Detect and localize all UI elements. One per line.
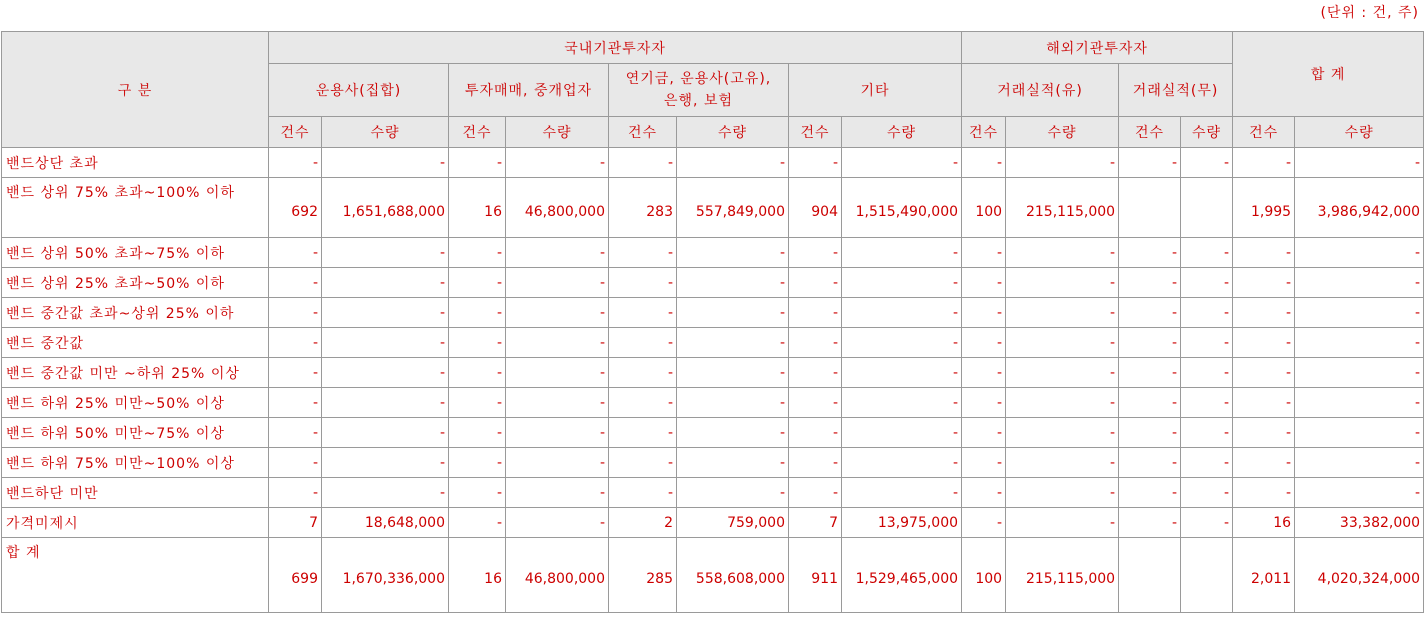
row-label: 밴드 상위 25% 초과~50% 이하 (2, 268, 269, 298)
quantity-cell: - (842, 478, 962, 508)
quantity-cell: - (677, 298, 789, 328)
header-investment-dealer: 투자매매, 중개업자 (449, 64, 609, 117)
count-cell: - (1119, 388, 1181, 418)
count-cell: - (609, 268, 677, 298)
quantity-cell: - (677, 418, 789, 448)
quantity-cell: - (1295, 388, 1424, 418)
quantity-cell: - (1295, 358, 1424, 388)
header-foreign-with-record: 거래실적(유) (962, 64, 1119, 117)
count-cell: - (269, 328, 322, 358)
allocation-table (1, 31, 1424, 613)
quantity-cell: 1,651,688,000 (322, 178, 449, 238)
count-cell: - (962, 298, 1006, 328)
quantity-cell: 4,020,324,000 (1295, 538, 1424, 613)
quantity-cell: - (677, 268, 789, 298)
count-cell: 16 (449, 178, 506, 238)
count-cell: - (269, 238, 322, 268)
row-label: 밴드 하위 50% 미만~75% 이상 (2, 418, 269, 448)
quantity-cell: - (1181, 268, 1233, 298)
quantity-cell: 1,670,336,000 (322, 538, 449, 613)
quantity-cell: - (677, 238, 789, 268)
count-cell: - (609, 328, 677, 358)
quantity-cell: - (322, 268, 449, 298)
quantity-cell: - (1006, 298, 1119, 328)
count-cell: - (789, 328, 842, 358)
quantity-cell: - (1181, 448, 1233, 478)
header-count: 건수 (789, 117, 842, 148)
quantity-cell: - (506, 448, 609, 478)
quantity-cell: 13,975,000 (842, 508, 962, 538)
count-cell: - (1233, 478, 1295, 508)
quantity-cell: - (506, 328, 609, 358)
count-cell: 1,995 (1233, 178, 1295, 238)
count-cell: - (962, 448, 1006, 478)
header-quantity: 수량 (322, 117, 449, 148)
count-cell: 16 (449, 538, 506, 613)
quantity-cell: - (1006, 148, 1119, 178)
count-cell: - (449, 148, 506, 178)
count-cell: - (269, 388, 322, 418)
count-cell: - (962, 328, 1006, 358)
count-cell: - (962, 478, 1006, 508)
count-cell: - (1233, 358, 1295, 388)
table-row (2, 268, 1424, 298)
count-cell: 16 (1233, 508, 1295, 538)
quantity-cell: - (506, 358, 609, 388)
quantity-cell: - (842, 148, 962, 178)
count-cell: - (1233, 298, 1295, 328)
header-quantity: 수량 (1181, 117, 1233, 148)
count-cell: - (449, 418, 506, 448)
count-cell: - (449, 478, 506, 508)
count-cell: - (789, 268, 842, 298)
quantity-cell: - (1006, 268, 1119, 298)
row-label: 밴드 상위 75% 초과~100% 이하 (2, 178, 269, 238)
count-cell: 285 (609, 538, 677, 613)
count-cell: - (449, 508, 506, 538)
count-cell: - (1119, 328, 1181, 358)
header-count: 건수 (269, 117, 322, 148)
quantity-cell: 46,800,000 (506, 538, 609, 613)
row-label: 합 계 (2, 538, 269, 613)
quantity-cell: - (506, 148, 609, 178)
count-cell: - (1233, 238, 1295, 268)
quantity-cell: - (677, 478, 789, 508)
table-body (2, 148, 1424, 613)
quantity-cell: - (1181, 388, 1233, 418)
quantity-cell: - (322, 388, 449, 418)
quantity-cell: - (677, 358, 789, 388)
count-cell: - (789, 298, 842, 328)
header-foreign-without-record: 거래실적(무) (1119, 64, 1233, 117)
count-cell: 283 (609, 178, 677, 238)
quantity-cell: - (1295, 448, 1424, 478)
header-domestic: 국내기관투자자 (269, 32, 962, 64)
count-cell: - (1233, 268, 1295, 298)
count-cell: - (609, 238, 677, 268)
count-cell: - (962, 508, 1006, 538)
count-cell: - (449, 298, 506, 328)
count-cell: 2 (609, 508, 677, 538)
quantity-cell: - (506, 388, 609, 418)
quantity-cell: 557,849,000 (677, 178, 789, 238)
table-row (2, 448, 1424, 478)
count-cell: - (962, 148, 1006, 178)
count-cell: - (449, 328, 506, 358)
quantity-cell: - (1006, 238, 1119, 268)
quantity-cell: - (1006, 448, 1119, 478)
count-cell: - (1233, 328, 1295, 358)
count-cell: - (1119, 448, 1181, 478)
row-label: 가격미제시 (2, 508, 269, 538)
count-cell: - (609, 418, 677, 448)
count-cell: - (609, 388, 677, 418)
header-quantity: 수량 (842, 117, 962, 148)
header-pension-bank-insurance: 연기금, 운용사(고유), 은행, 보험 (609, 64, 789, 117)
quantity-cell: - (842, 358, 962, 388)
quantity-cell: 46,800,000 (506, 178, 609, 238)
row-label: 밴드하단 미만 (2, 478, 269, 508)
quantity-cell: - (1181, 418, 1233, 448)
quantity-cell: - (677, 328, 789, 358)
count-cell: - (962, 388, 1006, 418)
header-quantity: 수량 (506, 117, 609, 148)
quantity-cell: - (842, 268, 962, 298)
count-cell: - (962, 238, 1006, 268)
quantity-cell: - (1006, 418, 1119, 448)
table-row (2, 388, 1424, 418)
quantity-cell: - (1295, 478, 1424, 508)
header-category: 구 분 (2, 32, 269, 148)
quantity-cell: - (1006, 358, 1119, 388)
header-quantity: 수량 (677, 117, 789, 148)
row-label: 밴드 상위 50% 초과~75% 이하 (2, 238, 269, 268)
count-cell: 7 (269, 508, 322, 538)
table-row (2, 418, 1424, 448)
quantity-cell: - (322, 328, 449, 358)
quantity-cell: - (322, 448, 449, 478)
count-cell: - (269, 478, 322, 508)
quantity-cell: - (1006, 328, 1119, 358)
table-row (2, 298, 1424, 328)
quantity-cell: 759,000 (677, 508, 789, 538)
count-cell: - (789, 448, 842, 478)
quantity-cell: - (1181, 298, 1233, 328)
count-cell: - (269, 358, 322, 388)
header-count: 건수 (1233, 117, 1295, 148)
quantity-cell: - (322, 478, 449, 508)
quantity-cell: - (1181, 508, 1233, 538)
header-quantity: 수량 (1006, 117, 1119, 148)
row-label: 밴드 중간값 미만 ~하위 25% 이상 (2, 358, 269, 388)
quantity-cell: 1,515,490,000 (842, 178, 962, 238)
quantity-cell: - (506, 508, 609, 538)
count-cell: 911 (789, 538, 842, 613)
count-cell: - (269, 418, 322, 448)
count-cell: - (449, 238, 506, 268)
count-cell: - (789, 478, 842, 508)
header-count: 건수 (609, 117, 677, 148)
count-cell: - (449, 268, 506, 298)
count-cell: - (609, 478, 677, 508)
header-count: 건수 (962, 117, 1006, 148)
quantity-cell: - (677, 148, 789, 178)
count-cell: - (962, 358, 1006, 388)
count-cell: 100 (962, 178, 1006, 238)
count-cell (1119, 178, 1181, 238)
quantity-cell: - (842, 448, 962, 478)
count-cell: - (269, 448, 322, 478)
quantity-cell: - (842, 418, 962, 448)
quantity-cell: - (842, 298, 962, 328)
quantity-cell: - (677, 448, 789, 478)
quantity-cell: - (1181, 328, 1233, 358)
count-cell: - (449, 388, 506, 418)
count-cell: - (1119, 148, 1181, 178)
header-total: 합 계 (1233, 32, 1424, 117)
quantity-cell (1181, 538, 1233, 613)
quantity-cell: - (506, 478, 609, 508)
count-cell: - (269, 148, 322, 178)
table-row (2, 358, 1424, 388)
quantity-cell: - (506, 298, 609, 328)
count-cell: - (962, 418, 1006, 448)
row-label: 밴드상단 초과 (2, 148, 269, 178)
count-cell: - (789, 358, 842, 388)
count-cell: - (449, 358, 506, 388)
row-label: 밴드 중간값 초과~상위 25% 이하 (2, 298, 269, 328)
quantity-cell: - (506, 418, 609, 448)
count-cell (1119, 538, 1181, 613)
header-count: 건수 (449, 117, 506, 148)
count-cell: - (269, 298, 322, 328)
quantity-cell: - (322, 238, 449, 268)
quantity-cell: - (1295, 238, 1424, 268)
quantity-cell: - (1295, 418, 1424, 448)
quantity-cell: - (1181, 148, 1233, 178)
header-quantity: 수량 (1295, 117, 1424, 148)
quantity-cell (1181, 178, 1233, 238)
count-cell: - (789, 148, 842, 178)
count-cell: 904 (789, 178, 842, 238)
quantity-cell: - (1295, 268, 1424, 298)
row-label: 밴드 하위 75% 미만~100% 이상 (2, 448, 269, 478)
quantity-cell: 3,986,942,000 (1295, 178, 1424, 238)
count-cell: 100 (962, 538, 1006, 613)
count-cell: - (789, 238, 842, 268)
table-row (2, 508, 1424, 538)
header-other: 기타 (789, 64, 962, 117)
quantity-cell: - (506, 268, 609, 298)
table-row (2, 148, 1424, 178)
count-cell: - (609, 298, 677, 328)
count-cell: - (1233, 418, 1295, 448)
count-cell: 692 (269, 178, 322, 238)
quantity-cell: - (842, 328, 962, 358)
count-cell: - (789, 418, 842, 448)
count-cell: - (1119, 238, 1181, 268)
count-cell: - (1233, 388, 1295, 418)
count-cell: - (1119, 268, 1181, 298)
count-cell: - (269, 268, 322, 298)
row-label: 밴드 중간값 (2, 328, 269, 358)
quantity-cell: - (1181, 358, 1233, 388)
row-label: 밴드 하위 25% 미만~50% 이상 (2, 388, 269, 418)
count-cell: - (1119, 418, 1181, 448)
quantity-cell: - (1295, 148, 1424, 178)
header-foreign: 해외기관투자자 (962, 32, 1233, 64)
header-count: 건수 (1119, 117, 1181, 148)
quantity-cell: - (1181, 478, 1233, 508)
count-cell: - (1119, 478, 1181, 508)
quantity-cell: - (677, 388, 789, 418)
table-row (2, 238, 1424, 268)
quantity-cell: - (842, 238, 962, 268)
count-cell: - (1119, 508, 1181, 538)
table-row (2, 538, 1424, 613)
quantity-cell: - (322, 358, 449, 388)
quantity-cell: - (506, 238, 609, 268)
quantity-cell: - (322, 418, 449, 448)
quantity-cell: 1,529,465,000 (842, 538, 962, 613)
count-cell: - (1233, 148, 1295, 178)
quantity-cell: - (1006, 388, 1119, 418)
quantity-cell: - (1295, 328, 1424, 358)
header-asset-mgmt-collective: 운용사(집합) (269, 64, 449, 117)
count-cell: - (962, 268, 1006, 298)
count-cell: - (609, 448, 677, 478)
quantity-cell: 558,608,000 (677, 538, 789, 613)
count-cell: 7 (789, 508, 842, 538)
quantity-cell: 215,115,000 (1006, 538, 1119, 613)
quantity-cell: - (1006, 508, 1119, 538)
table-row (2, 178, 1424, 238)
table-row (2, 478, 1424, 508)
count-cell: - (609, 148, 677, 178)
quantity-cell: - (842, 388, 962, 418)
quantity-cell: 18,648,000 (322, 508, 449, 538)
count-cell: - (1119, 358, 1181, 388)
unit-note: (단위 : 건, 주) (1320, 5, 1419, 21)
quantity-cell: 215,115,000 (1006, 178, 1119, 238)
quantity-cell: - (1295, 298, 1424, 328)
quantity-cell: 33,382,000 (1295, 508, 1424, 538)
count-cell: - (449, 448, 506, 478)
count-cell: - (1119, 298, 1181, 328)
count-cell: - (609, 358, 677, 388)
count-cell: 699 (269, 538, 322, 613)
count-cell: - (789, 388, 842, 418)
count-cell: 2,011 (1233, 538, 1295, 613)
quantity-cell: - (1006, 478, 1119, 508)
quantity-cell: - (322, 148, 449, 178)
table-row (2, 328, 1424, 358)
quantity-cell: - (322, 298, 449, 328)
count-cell: - (1233, 448, 1295, 478)
quantity-cell: - (1181, 238, 1233, 268)
